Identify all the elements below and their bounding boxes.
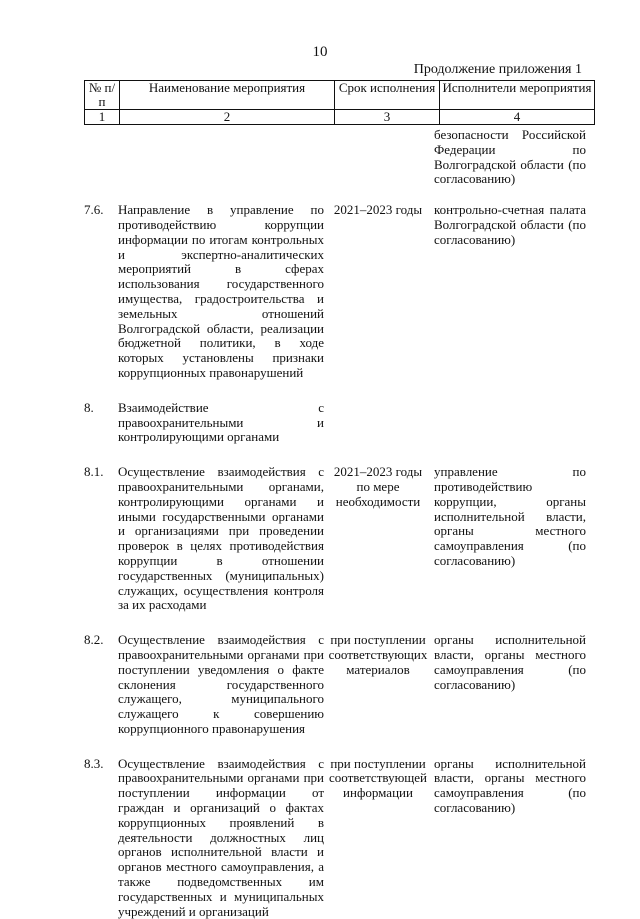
header-name: Наименование мероприятия <box>120 81 335 110</box>
header-exec: Исполнители мероприятия <box>440 81 595 110</box>
row-executor: органы исполнительной власти, органы местного самоуправления (по согласованию) <box>434 632 586 692</box>
row-number: 8.3. <box>84 755 104 771</box>
table-row <box>84 401 584 445</box>
row-executor: органы исполнительной власти, органы местного самоуправления (по согласованию) <box>434 755 586 816</box>
row-name: Осуществление взаимодействия с правоохранительными органами при поступлении уведомления о факте склонения государственного служащего, муниципального служащего к совершению коррупционного правонарушения <box>118 632 324 736</box>
header-term: Срок исполнения <box>335 81 440 110</box>
row-number: 7.6. <box>84 202 104 218</box>
row-term: 2021–2023 годы по мере необходимости <box>333 464 423 509</box>
table-row <box>84 203 584 381</box>
row-name: Осуществление взаимодействия с правоохранительными органами при поступлении информации от граждан и организаций о фактах коррупционных проявлений в деятельности должностных лиц органов исполнительной власти и органов местного самоуправления, а также подведомственных им государственных и муниципальных учреждений и организаций <box>118 755 324 919</box>
row-name: Взаимодействие с правоохранительными и контролирующими органами <box>118 399 324 445</box>
row-number <box>84 128 118 187</box>
table-header <box>84 80 595 125</box>
row-executor <box>428 401 586 445</box>
row-number: 8. <box>84 399 94 415</box>
row-name: Осуществление взаимодействия с правоохранительными органами, контролирующими органами и иными государственными органами и организациями при проведении проверок в целях противодействия коррупции в отношении государственных (муниципальных) служащих, осуществления контроля за их расходами <box>118 464 324 613</box>
row-executor: контрольно-счетная палата Волгоградской области (по согласованию) <box>434 202 586 247</box>
row-term: при поступлении соответствующих материалов <box>328 632 428 677</box>
row-name: Направление в управление по противодействию коррупции информации по итогам контрольных и экспертно-аналитических мероприятий в сферах использования государственного имущества, градостроительства и земельных отношений Волгоградской области, реализации бюджетной политики, в ходе которых установлены признаки коррупционных правонарушений <box>118 202 324 380</box>
row-name <box>118 128 328 187</box>
row-executor: безопасности Российской Федерации по Волгоградской области (по согласованию) <box>434 127 586 187</box>
row-term: при поступлении соответствующей информации <box>328 755 428 801</box>
header-num: № п/п <box>85 81 120 110</box>
row-term <box>328 128 428 187</box>
page-number: 10 <box>312 44 328 60</box>
header-index-3: 3 <box>335 110 440 125</box>
table-row <box>84 757 584 919</box>
row-term <box>328 401 428 445</box>
header-index-2: 2 <box>120 110 335 125</box>
row-number: 8.1. <box>84 464 104 480</box>
table-body <box>84 128 584 919</box>
table-row <box>84 633 584 737</box>
header-index-1: 1 <box>85 110 120 125</box>
table-row <box>84 128 584 187</box>
header-index-4: 4 <box>440 110 595 125</box>
table-row <box>84 465 584 613</box>
row-number: 8.2. <box>84 632 104 648</box>
row-executor: управление по противодействию коррупции, органы исполнительной власти, органы местного самоуправления (по согласованию) <box>434 464 586 568</box>
continuation-note: Продолжение приложения 1 <box>413 62 582 77</box>
row-term: 2021–2023 годы <box>333 202 423 218</box>
